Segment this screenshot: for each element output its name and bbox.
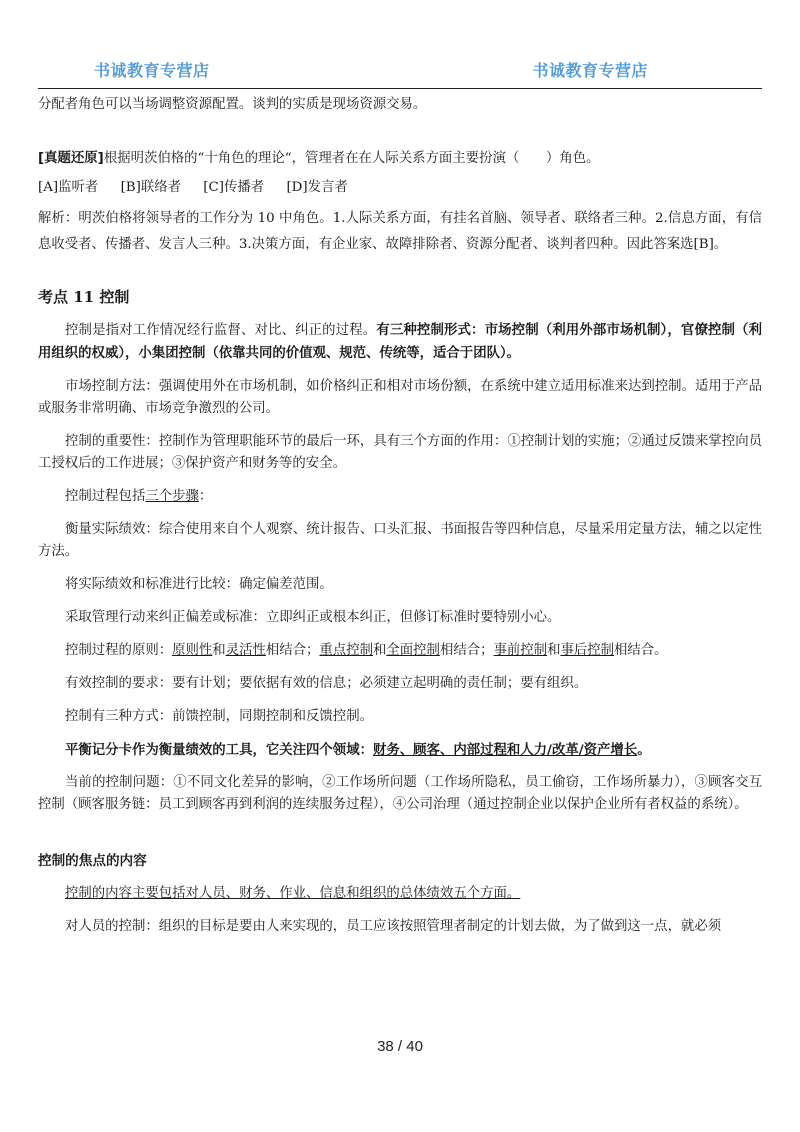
steps-suffix: ： xyxy=(198,489,213,504)
step-measure-performance: 衡量实际绩效：综合使用来自个人观察、统计报告、口头汇报、书面报告等四种信息，尽量采用定量方法，辅之以定性方法。 xyxy=(38,522,762,559)
section-title: 考点 11 控制 xyxy=(38,288,130,306)
personnel-control: 对人员的控制：组织的目标是要由人来实现的，员工应该按照管理者制定的计划去做，为了做到这一点，就必须 xyxy=(65,919,722,934)
option-a: [A]监听者 xyxy=(38,180,99,195)
question-stem xyxy=(38,148,762,170)
principle-term: 灵活性 xyxy=(225,643,266,658)
principle-term: 重点控制 xyxy=(319,643,373,658)
focus-content-summary xyxy=(38,883,762,905)
control-methods: 控制有三种方式：前馈控制，同期控制和反馈控制。 xyxy=(65,709,373,724)
page-number: 38 / 40 xyxy=(377,1038,423,1055)
control-definition-text: 控制是指对工作情况经行监督、对比、纠正的过程。 xyxy=(65,323,377,338)
question-options xyxy=(38,177,762,199)
bsc-prefix: 平衡记分卡作为衡量绩效的工具，它关注四个领域： xyxy=(65,742,373,758)
question-text: 根据明茨伯格的“十角色的理论“，管理者在在人际关系方面主要扮演（ ）角色。 xyxy=(103,151,600,166)
question-label: [真题还原] xyxy=(38,151,104,166)
principle-joiner: 相结合。 xyxy=(614,643,668,658)
step-corrective-action: 采取管理行动来纠正偏差或标准：立即纠正或根本纠正，但修订标准时要特别小心。 xyxy=(65,610,561,625)
focus-content-underlined: 控制的内容主要包括对人员、财务、作业、信息和组织的总体绩效五个方面。 xyxy=(65,886,521,901)
control-definition xyxy=(38,319,762,365)
effective-control-requirements: 有效控制的要求：要有计划；要依据有效的信息；必须建立起明确的责任制；要有组织。 xyxy=(65,676,588,691)
control-process-steps xyxy=(38,486,762,508)
principle-joiner: 和 xyxy=(372,643,387,658)
principle-joiner: 相结合； xyxy=(439,643,494,658)
option-b: [B]联络者 xyxy=(120,180,182,195)
current-control-issues: 当前的控制问题：①不同文化差异的影响，②工作场所问题（工作场所隐私，员工偷窃，工作场所暴力），③顾客交互控制（顾客服务链：员工到顾客再到利润的连续服务过程），④公司治理（通过控制企业以保护企业所有者权益的系统）。 xyxy=(38,775,762,812)
question-analysis: 解析：明茨伯格将领导者的工作分为 10 中角色。1.人际关系方面，有挂名首脑、领导者、联络者三种。2.信息方面，有信息收受者、传播者、发言人三种。3.决策方面，有企业家、故障排除者、资源分配者、谈判者四种。因此答案选[B]。 xyxy=(38,211,762,252)
control-importance: 控制的重要性：控制作为管理职能环节的最后一环，具有三个方面的作用：①控制计划的实施；②通过反馈来掌控向员工授权后的工作进展；③保护资产和财务等的安全。 xyxy=(38,434,762,471)
focus-section-title: 控制的焦点的内容 xyxy=(38,853,147,869)
principle-term: 事前控制 xyxy=(493,643,548,658)
step-compare-standard: 将实际绩效和标准进行比较：确定偏差范围。 xyxy=(65,577,333,592)
principle-joiner: 相结合； xyxy=(265,643,320,658)
principle-term: 事后控制 xyxy=(560,643,615,658)
option-d: [D]发言者 xyxy=(286,180,348,195)
principle-joiner: 和 xyxy=(212,643,226,658)
balanced-scorecard xyxy=(38,739,762,761)
principle-term: 全面控制 xyxy=(386,643,440,658)
header-store-name-right: 书诚教育专营店 xyxy=(532,61,648,80)
principle-joiner: 和 xyxy=(547,643,561,658)
intro-line: 分配者角色可以当场调整资源配置。谈判的实质是现场资源交易。 xyxy=(38,97,427,112)
header-store-name-left: 书诚教育专营店 xyxy=(94,61,210,80)
principles-prefix: 控制过程的原则： xyxy=(65,643,173,658)
control-principles xyxy=(38,640,762,662)
page-header xyxy=(38,0,762,89)
option-c: [C]传播者 xyxy=(203,180,265,195)
control-forms: 有三种控制形式：市场控制（利用外部市场机制），官僚控制（利用组织的权威），小集团控制（依靠共同的价值观、规范、传统等，适合于团队）。 xyxy=(38,322,762,361)
bsc-areas: 财务、顾客、内部过程和人力/改革/资产增长 xyxy=(372,742,638,758)
steps-prefix: 控制过程包括 xyxy=(65,489,146,504)
bsc-suffix: 。 xyxy=(637,742,651,758)
market-control-method: 市场控制方法：强调使用外在市场机制，如价格纠正和相对市场份额，在系统中建立适用标准来达到控制。适用于产品或服务非常明确、市场竞争激烈的公司。 xyxy=(38,379,762,416)
page-content xyxy=(38,94,762,938)
principle-term: 原则性 xyxy=(172,643,213,658)
steps-underlined: 三个步骤 xyxy=(145,489,199,504)
